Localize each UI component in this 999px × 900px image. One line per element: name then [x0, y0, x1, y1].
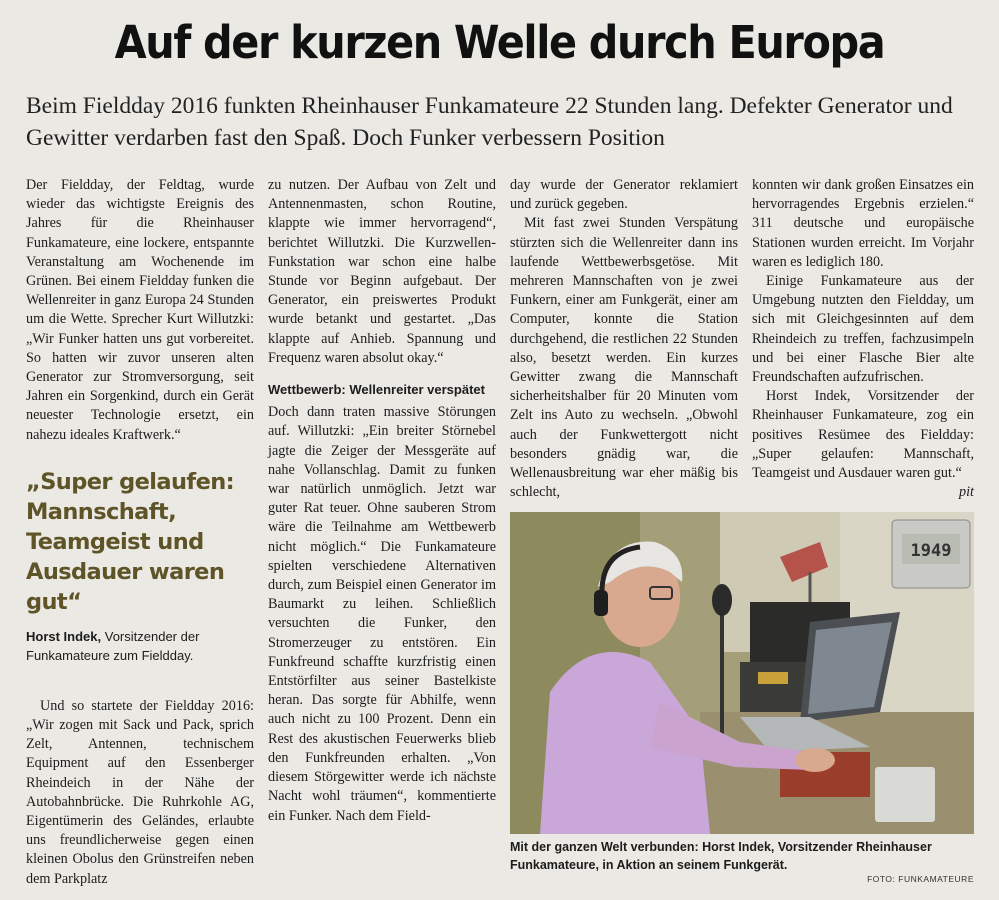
quote-role: Vorsitzender der Funkamateure zum Fieldday. [26, 628, 200, 663]
photo-caption: Mit der ganzen Welt verbunden: Horst Indek, Vorsitzender Rheinhauser Funkamateure, in Aktion an seinem Funkgerät. [510, 840, 932, 872]
headline: Auf der kurzen Welle durch Europa [114, 16, 885, 69]
article-column-2 [268, 176, 496, 826]
author-signature: pit [959, 484, 974, 501]
paragraph: Doch dann traten massive Störungen auf. Willutzki: „Ein breiter Störnebel jagte die Zeiger der Messgeräte auf nahe Vollanschlag. Damit zu funken war natürlich unmöglich. Jetzt war guter Rat teuer. Ohne sauberen Strom wäre die Teilnahme am Wettbewerb nicht möglich.“ Die Funkamateure spielten verschiedene Alternativen durch, zum Beispiel einen Generator im Baumarkt zu leihen. Schließlich versuchten die Funker, den Stromerzeuger zu entstören. Ein Funkfreund schaffte kurzfristig einen Entstörfilter aus seiner Bastelkiste heran. Das sorgte für Abhilfe, wenn auch nicht zu 100 Prozent. Denn ein Rest des akustischen Feuerwerks blieb den Funkfreunden erhalten. „Von diesem Störgewitter werde ich nächste Nacht wohl träumen“, kommentierte ein Funker. Nach dem Field- [268, 404, 496, 824]
paragraph-text: Horst Indek, Vorsitzender der Rheinhauser Funkamateure, zog ein positives Resümee des Fieldday: „Super gelaufen: Mannschaft, Teamgeist und Ausdauer waren gut.“ [752, 388, 974, 482]
microphone [712, 584, 732, 616]
paragraph: Einige Funkamateure aus der Umgebung nutzten den Fieldday, um sich mit Gleichgesinnten auf dem Rheindeich zu treffen, fachzusimpeln und bei einer Flasche Bier alte Freundschaften aufzufrischen. [752, 273, 974, 386]
paragraph [752, 387, 974, 501]
photo-credit: FOTO: FUNKAMATEURE [867, 874, 974, 884]
quote-author: Horst Indek, [26, 628, 102, 644]
clock-display: 1949 [910, 541, 952, 561]
paragraph: day wurde der Generator reklamiert und zurück gegeben. [510, 177, 738, 213]
article-column-1 [26, 176, 254, 889]
paragraph: Mit fast zwei Stunden Verspätung stürzten sich die Wellenreiter dann ins laufende Wettbewerbsgetöse. Mit mehreren Mannschaften von je zwei Funkern, einer am Funkgerät, einer am Computer, konnte die Station durchgehend, die restlichen 22 Stunden also, besetzt werden. Ein kurzes Gewitter zwang die Mannschaft sicherheitshalber für 20 Minuten vom Zelt ins Auto zu wechseln. „Obwohl auch der Funkwettergott nicht besonders gnädig war, die Wellenausbreitung war eher mäßig bis schlecht, [510, 215, 738, 501]
paragraph: Und so startete der Fieldday 2016: „Wir zogen mit Sack und Pack, sprich Zelt, Antennen, technischem Equipment auf den Essenberger Rheindeich in der Nähe der Autobahnbrücke. Die Ruhrkohle AG, Eigentümerin des Geländes, erlaubte uns freundlicherweise gegen einen kleinen Obolus den Grünstreifen neben dem Parkplatz [26, 697, 254, 887]
photo-radio-operator [510, 512, 974, 834]
paragraph: konnten wir dank großen Einsatzes ein hervorragendes Ergebnis erzielen.“ 311 deutsche und europäische Stationen wurden erreicht. Im Vorjahr waren es lediglich 180. [752, 177, 974, 270]
pull-quote: „Super gelaufen: Mannschaft, Teamgeist und Ausdauer waren gut“ [26, 468, 235, 615]
article-column-3 [510, 176, 738, 502]
article-column-4 [752, 176, 974, 502]
headphones [594, 590, 608, 616]
article-photo [510, 512, 974, 834]
paragraph: zu nutzen. Der Aufbau von Zelt und Antennenmasten, schon Routine, klappte wie immer hervorragend“, berichtet Willutzki. Die Kurzwellen-Funkstation war schon eine halbe Stunde vor Beginn aufgebaut. Der Generator, ein preiswertes Produkt wurde betankt und gestartet. „Das klappte auf Anhieb. Spannung und Frequenz waren absolut okay.“ [268, 177, 496, 366]
pull-quote-source [26, 627, 254, 665]
subheadline: Beim Fieldday 2016 funkten Rheinhauser Funkamateure 22 Stunden lang. Defekter Generator und Gewitter verdarben fast den Spaß. Doch Funker verbessern Position [26, 93, 953, 151]
section-subtitle: Wettbewerb: Wellenreiter verspätet [268, 382, 485, 398]
paragraph: Der Fieldday, der Feldtag, wurde wieder das wichtigste Ereignis des Jahres für die Rheinhauser Funkamateure, eine lockere, entspannte Veranstaltung am Wochenende im Grünen. Bei einem Fieldday funken die Wellenreiter in ganz Europa 24 Stunden um die Wette. Sprecher Kurt Willutzki: „Wir Funker hatten uns gut vorbereitet. So hatten wir zuvor unseren alten Generator zur Stromversorgung, seit Jahren ein Sorgenkind, durch ein Gerät neuester Technologie ersetzt, ein nahezu ideales Kraftwerk.“ [26, 177, 254, 443]
